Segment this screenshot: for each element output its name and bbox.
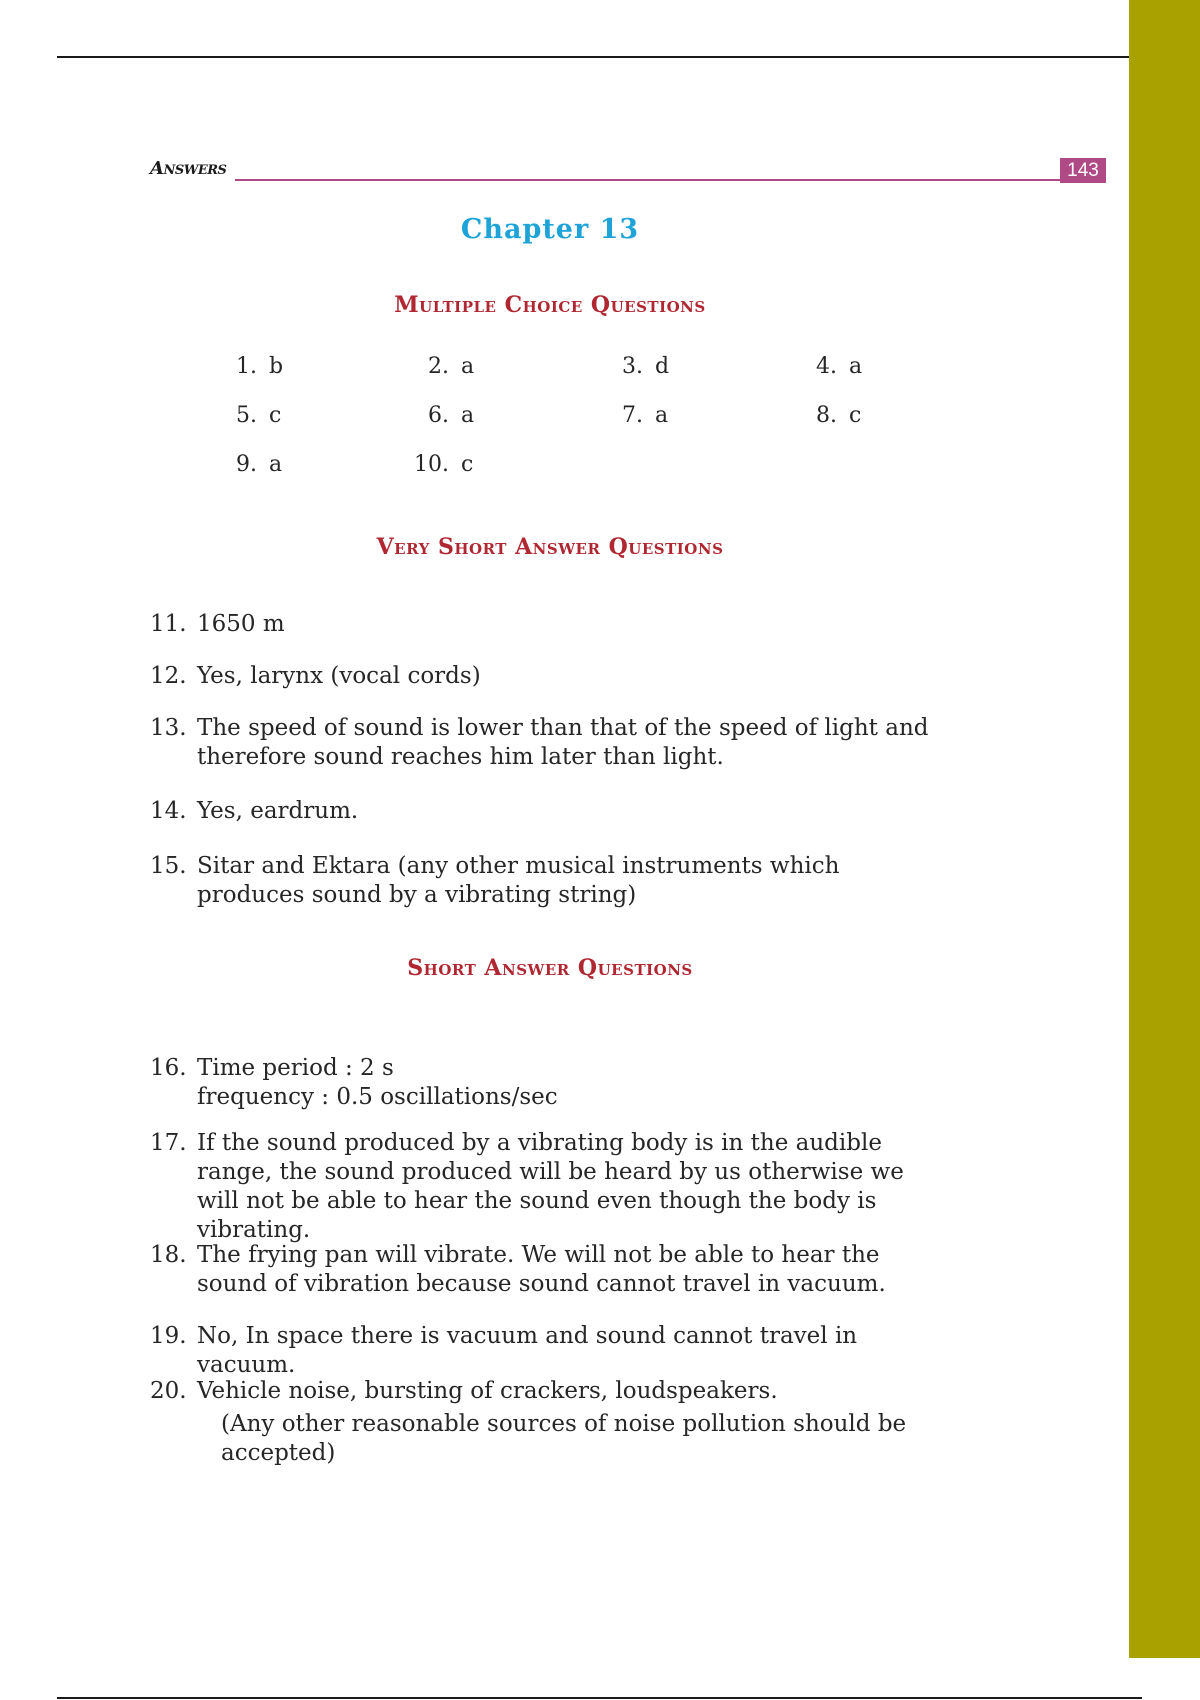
answer-note: (Any other reasonable sources of noise pollution should be accepted) [221,1411,907,1466]
mcq-item [586,403,706,428]
mcq-answer: c [461,452,474,477]
mcq-item [586,354,706,379]
question-number: 11. [150,611,187,637]
mcq-number: 5. [236,403,257,428]
mcq-answer: a [655,403,669,428]
answer-item-15 [150,852,950,910]
mcq-answer: c [269,403,282,428]
mcq-row [200,452,920,501]
mcq-row [200,403,920,452]
question-number: 19. [150,1323,187,1349]
mcq-answer: a [461,354,475,379]
side-color-band [1129,0,1200,1658]
answer-item-16 [150,1054,950,1112]
mcq-number: 10. [414,452,449,477]
mcq-answer: a [849,354,863,379]
question-number: 14. [150,798,187,824]
mcq-number: 6. [428,403,449,428]
mcq-number: 3. [622,354,643,379]
running-head: Answers [150,158,227,179]
bottom-rule [57,1697,1142,1699]
answer-item-17 [150,1129,950,1245]
answer-text: Vehicle noise, bursting of crackers, loudspeakers. [197,1378,778,1404]
mcq-answer: b [269,354,284,379]
mcq-answer: c [849,403,862,428]
header-rule [235,179,1062,181]
mcq-answer-grid [200,354,920,501]
mcq-item [200,452,320,477]
answer-text: The frying pan will vibrate. We will not be able to hear the sound of vibration because sound cannot travel in vacuum. [197,1242,886,1297]
mcq-row [200,354,920,403]
answer-text: Yes, eardrum. [197,798,359,824]
page-number: 143 [1060,158,1106,183]
short-answer-heading: Short Answer Questions [407,955,693,981]
mcq-answer: d [655,354,670,379]
answer-text: If the sound produced by a vibrating body is in the audible range, the sound produced will be heard by us otherwise we will not be able to hear the sound even though the body is vibrating. [197,1130,904,1243]
mcq-item [392,452,512,477]
mcq-number: 4. [816,354,837,379]
answer-text: No, In space there is vacuum and sound cannot travel in vacuum. [197,1323,858,1378]
question-number: 18. [150,1242,187,1268]
page-header [150,158,1106,184]
answer-subline: frequency : 0.5 oscillations/sec [197,1084,558,1110]
question-number: 16. [150,1055,187,1081]
mcq-item [200,354,320,379]
very-short-answer-heading: Very Short Answer Questions [376,534,724,560]
mcq-number: 2. [428,354,449,379]
answer-item-18 [150,1241,950,1299]
mcq-answer: a [461,403,475,428]
question-number: 20. [150,1378,187,1404]
chapter-title: Chapter 13 [460,214,640,245]
answer-text: Time period : 2 s [197,1055,394,1081]
mcq-number: 7. [622,403,643,428]
answer-item-19 [150,1322,950,1380]
mcq-answer: a [269,452,283,477]
mcq-item [392,403,512,428]
answer-item-14 [150,797,950,826]
mcq-item [780,403,900,428]
question-number: 13. [150,715,187,741]
mcq-item [780,354,900,379]
answer-item-13 [150,714,950,772]
mcq-item [200,403,320,428]
mcq-item [392,354,512,379]
answer-text: Yes, larynx (vocal cords) [197,663,481,689]
mcq-number: 8. [816,403,837,428]
mcq-heading: Multiple Choice Questions [394,292,706,318]
answer-item-12 [150,662,950,691]
top-rule [57,56,1129,58]
mcq-number: 1. [236,354,257,379]
mcq-number: 9. [236,452,257,477]
answer-text: 1650 m [197,611,285,637]
answer-text: The speed of sound is lower than that of the speed of light and therefore sound reaches him later than light. [197,715,929,770]
answer-item-11 [150,610,950,639]
question-number: 15. [150,853,187,879]
question-number: 12. [150,663,187,689]
question-number: 17. [150,1130,187,1156]
answer-text: Sitar and Ektara (any other musical instruments which produces sound by a vibrating string) [197,853,840,908]
answer-item-20 [150,1377,950,1468]
